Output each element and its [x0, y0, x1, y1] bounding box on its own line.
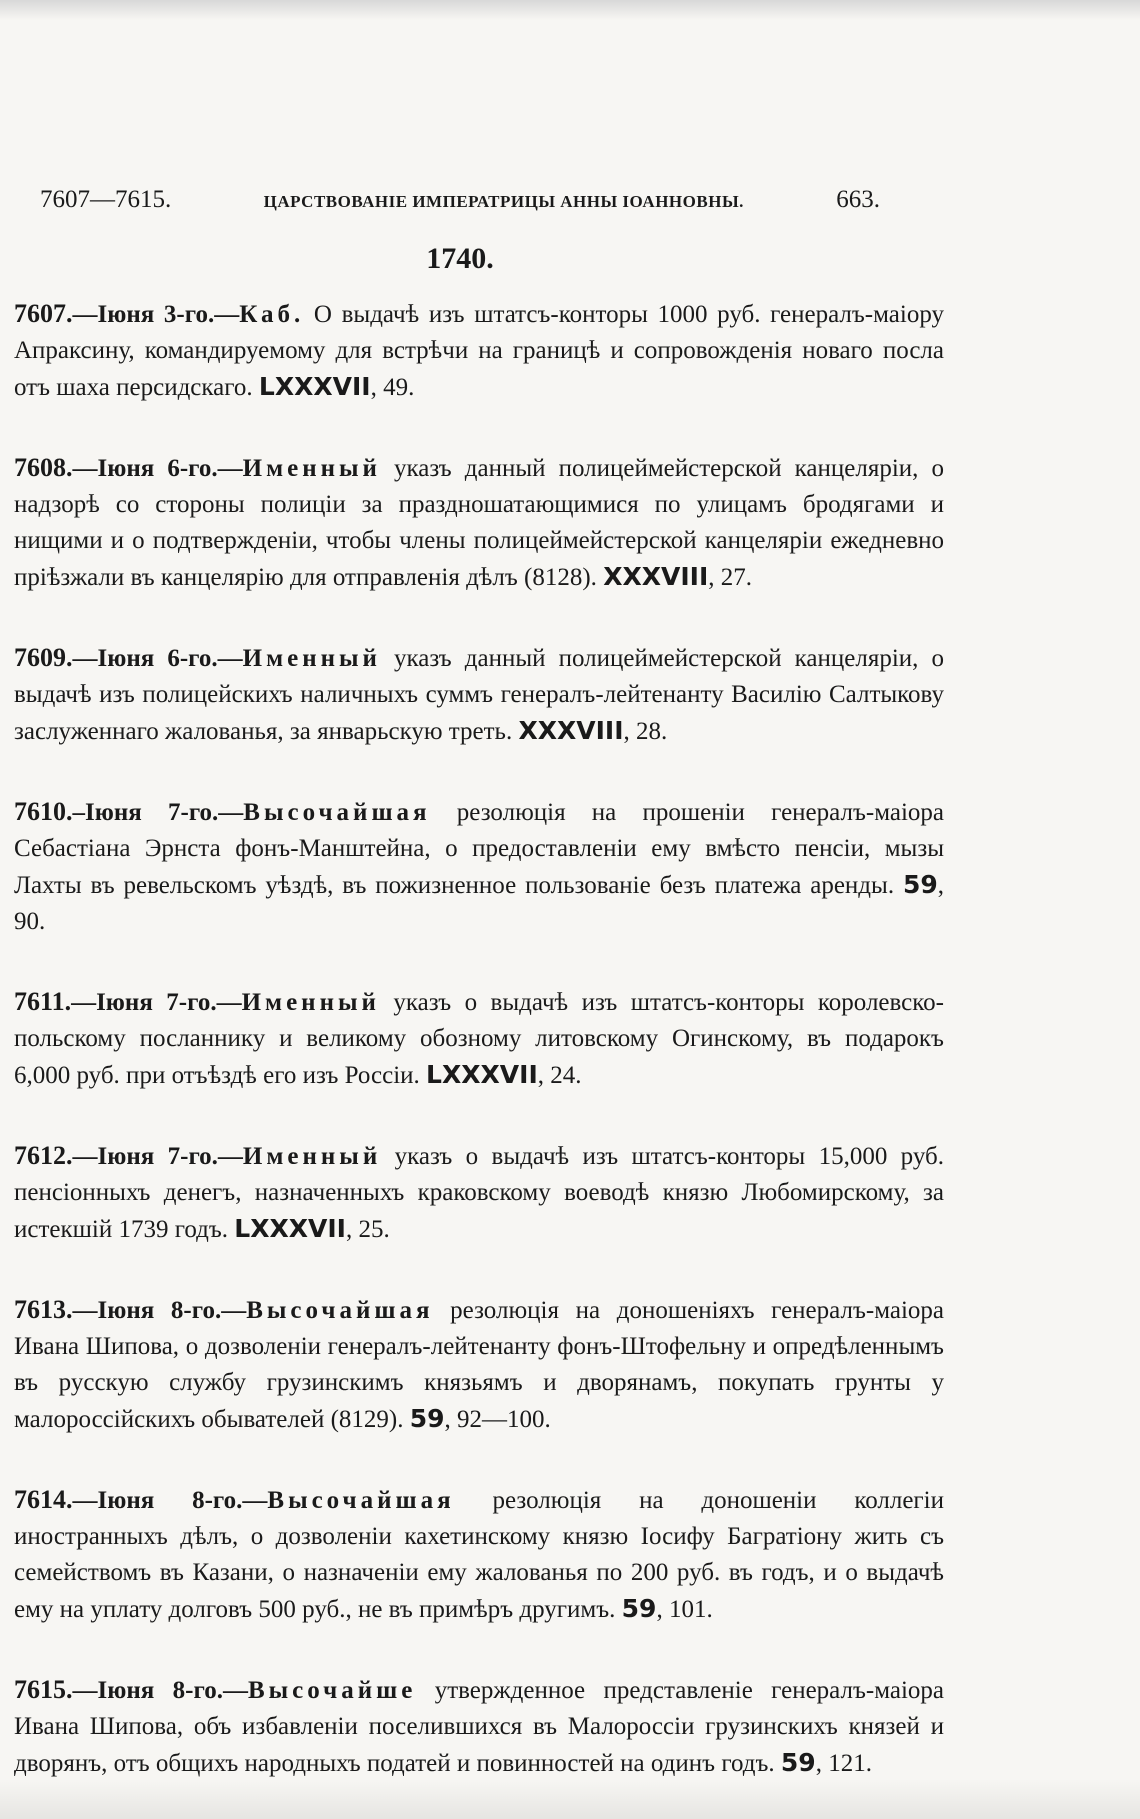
- entry-text: утвержденное представленіе генералъ-маіора Ивана Шипова, объ избавленіи поселившихся въ Малороссіи грузинскихъ князей и дворянъ, отъ общихъ народныхъ податей и повинностей на одинъ годъ.: [14, 1677, 944, 1777]
- scan-shadow-bottom: [0, 1779, 1140, 1819]
- entry-volume-ref: 59: [780, 1748, 816, 1777]
- entry-volume-ref: XXXVIII: [518, 716, 624, 745]
- entry-date: –Іюня 7-го.—: [72, 799, 244, 826]
- entry-7612: [14, 1138, 944, 1248]
- entry-text: указъ данный полицеймейстерской канцеляріи, о надзорѣ со стороны полиціи за праздношатающимися по улицамъ бродягами и нищими и о подтвержденіи, чтобы члены полицеймейстерской канцеляріи ежедневно пріѣзжали въ канцелярію для отправленія дѣлъ (8128).: [14, 455, 944, 591]
- header-range: 7607—7615.: [40, 186, 172, 213]
- entry-volume-ref: 59: [902, 870, 938, 899]
- entry-kind: Именный: [242, 455, 381, 482]
- entry-number: 7607.: [14, 299, 73, 328]
- entry-text: указъ о выдачѣ изъ штатсъ-конторы королевско-польскому посланнику и великому обозному литовскому Огинскому, въ подарокъ 6,000 руб. при отъѣздѣ его изъ Россіи.: [14, 989, 944, 1089]
- entry-page-ref: , 90.: [14, 872, 944, 935]
- entry-text: указъ о выдачѣ изъ штатсъ-конторы 15,000 руб. пенсіонныхъ денегъ, назначенныхъ краковскому воеводѣ князю Любомирскому, за истекшій 1739 годъ.: [14, 1143, 944, 1243]
- entry-kind: Именный: [242, 645, 381, 672]
- entry-page-ref: , 121.: [815, 1750, 872, 1777]
- entries-list: [14, 296, 944, 1819]
- entry-7607: [14, 296, 944, 406]
- entry-date: —Іюня 3-го.—: [72, 301, 240, 328]
- entry-number: 7615.: [14, 1675, 73, 1704]
- entry-7608: [14, 450, 944, 596]
- entry-kind: Каб.: [239, 301, 305, 328]
- entry-text: резолюція на доношеніи коллегіи иностранныхъ дѣлъ, о дозволеніи кахетинскому князю Іосифу Багратіону жить съ семействомъ въ Казани, о назначеніи ему жалованья по 200 руб. въ годъ, и о выдачѣ ему на уплату долговъ 500 руб., не въ примѣръ другимъ.: [14, 1487, 944, 1623]
- entry-7615: [14, 1672, 944, 1782]
- entry-volume-ref: LXXXVII: [426, 1060, 538, 1089]
- entry-7614: [14, 1482, 944, 1628]
- page-number: 663.: [836, 186, 880, 213]
- entry-text: резолюція на доношеніяхъ генералъ-маіора Ивана Шипова, о дозволеніи генералъ-лейтенанту фонъ-Штофельну и опредѣленнымъ въ русскую службу грузинскимъ князьямъ и дворянамъ, покупать грунты у малороссійскихъ обывателей (8129).: [14, 1297, 944, 1433]
- entry-7611: [14, 984, 944, 1094]
- entry-kind: Высочайше: [247, 1677, 417, 1704]
- entry-volume-ref: 59: [409, 1404, 445, 1433]
- entry-number: 7608.: [14, 453, 73, 482]
- entry-date: —Іюня 7-го.—: [71, 989, 242, 1016]
- header-title: ЦАРСТВОВАНІЕ ИМПЕРАТРИЦЫ АННЫ ІОАННОВНЫ.: [263, 192, 744, 211]
- entry-text: О выдачѣ изъ штатсъ-конторы 1000 руб. генералъ-маіору Апраксину, командируемому для встрѣчи на границѣ и сопровожденія новаго посла отъ шаха персидскаго.: [14, 301, 944, 401]
- entry-page-ref: , 24.: [537, 1062, 582, 1089]
- entry-number: 7612.: [14, 1141, 73, 1170]
- entry-volume-ref: XXXVIII: [603, 562, 709, 591]
- entry-date: —Іюня 8-го.—: [72, 1677, 248, 1704]
- entry-kind: Высочайшая: [243, 799, 431, 826]
- entry-volume-ref: 59: [621, 1594, 657, 1623]
- entry-7613: [14, 1292, 944, 1438]
- entry-number: 7613.: [14, 1295, 73, 1324]
- entry-kind: Высочайшая: [246, 1297, 434, 1324]
- entry-volume-ref: LXXXVII: [234, 1214, 346, 1243]
- year-heading: 1740.: [426, 242, 494, 275]
- entry-page-ref: , 101.: [656, 1596, 713, 1623]
- entry-page-ref: , 49.: [370, 374, 415, 401]
- entry-kind: Именный: [241, 989, 380, 1016]
- entry-number: 7614.: [14, 1485, 73, 1514]
- entry-text: резолюція на прошеніи генералъ-маіора Себастіана Эрнста фонъ-Манштейна, о предоставленіи ему вмѣсто пенсіи, мызы Лахты въ ревельскомъ уѣздѣ, въ пожизненное пользованіе безъ платежа аренды.: [14, 799, 944, 899]
- entry-date: —Іюня 6-го.—: [72, 455, 243, 482]
- entry-text: указъ данный полицеймейстерской канцеляріи, о выдачѣ изъ полицейскихъ наличныхъ суммъ генералъ-лейтенанту Василію Салтыкову заслуженнаго жалованья, за январьскую треть.: [14, 645, 944, 745]
- entry-page-ref: , 28.: [623, 718, 668, 745]
- entry-page-ref: , 27.: [708, 564, 753, 591]
- entry-number: 7610.: [14, 797, 73, 826]
- entry-number: 7609.: [14, 643, 73, 672]
- entry-volume-ref: LXXXVII: [258, 372, 371, 401]
- scan-shadow-top: [0, 0, 1140, 20]
- entry-7609: [14, 640, 944, 750]
- entry-date: —Іюня 8-го.—: [72, 1487, 268, 1514]
- running-header: [40, 186, 880, 226]
- entry-kind: Высочайшая: [267, 1487, 455, 1514]
- entry-date: —Іюня 7-го.—: [72, 1143, 243, 1170]
- entry-page-ref: , 92—100.: [444, 1406, 551, 1433]
- entry-page-ref: , 25.: [346, 1216, 390, 1243]
- entry-number: 7611.: [14, 987, 72, 1016]
- entry-kind: Именный: [242, 1143, 382, 1170]
- entry-date: —Іюня 8-го.—: [72, 1297, 247, 1324]
- entry-date: —Іюня 6-го.—: [72, 645, 243, 672]
- entry-7610: [14, 794, 944, 940]
